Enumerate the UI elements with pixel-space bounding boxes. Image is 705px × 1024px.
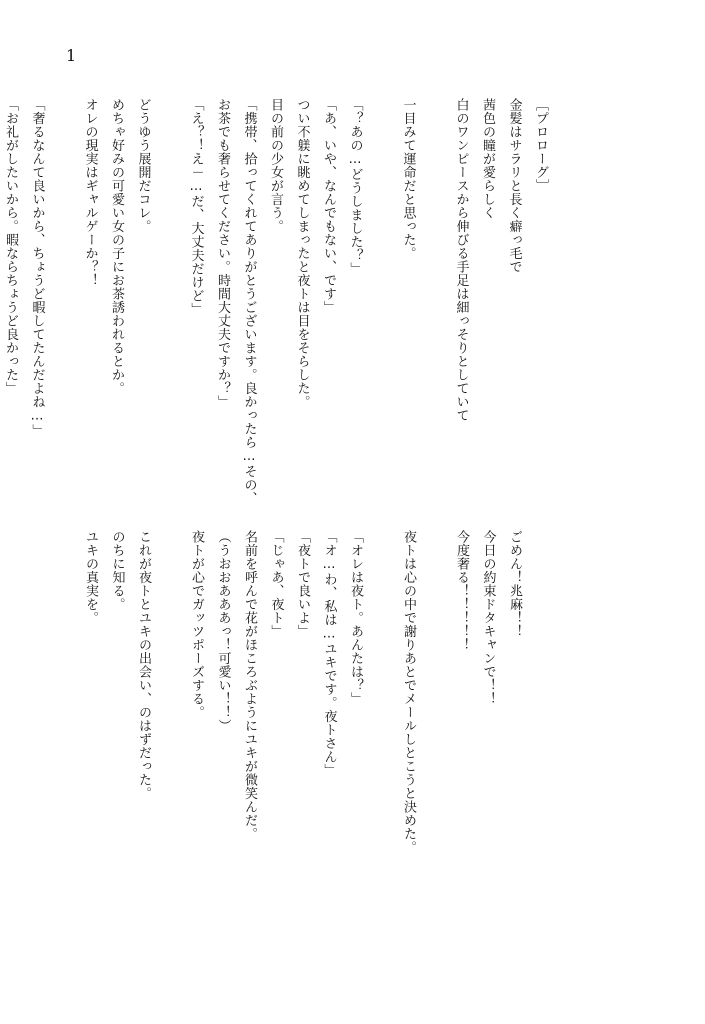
text-line: 「？あの…どうしました？」	[347, 98, 363, 276]
text-line: オレの現実はギャルゲーか？！	[82, 98, 98, 287]
blank-line	[156, 530, 183, 860]
text-line: 「お礼がしたいから。暇ならちょうど良かった」	[3, 98, 18, 395]
text-line: 茜色の瞳が愛らしく	[480, 98, 495, 220]
text-line: どうゆう展開だコレ。	[135, 98, 151, 233]
text-line: 今度奢る！！！！！	[454, 530, 469, 652]
text-line: めちゃ好みの可愛い女の子にお茶誘われるとか。	[109, 98, 124, 395]
text-line: ［プロローグ］	[533, 98, 548, 193]
text-line: ごめん！兆麻！！	[507, 530, 522, 638]
blank-line	[421, 98, 448, 518]
text-line: 名前を呼んで花がほころぶようにユキが微笑んだ。	[242, 530, 257, 841]
text-block-top	[0, 98, 553, 518]
text-line: お茶でも奢らせてください。時間大丈夫ですか？」	[215, 98, 230, 409]
text-line: 「あ、いや、なんでもない、です」	[321, 98, 336, 314]
text-line: 夜トは心の中で謝りあとでメールしとこうと決めた。	[401, 530, 416, 854]
page-number: 1	[66, 46, 77, 65]
text-line: 一目みて運命だと思った。	[400, 98, 416, 260]
text-line: 「え？！え－…だ、大丈夫だけど」	[188, 98, 204, 316]
text-line: 「夜トで良いよ」	[295, 530, 310, 638]
text-line: 夜トが心でガッツポーズする。	[189, 530, 204, 719]
blank-line	[50, 98, 77, 518]
text-block-bottom	[77, 530, 528, 860]
text-line: 「オ…わ、私は…ユキです。夜トさん」	[321, 530, 337, 777]
text-line: （うおおあああっ！可愛い！！）	[215, 530, 231, 733]
blank-line	[368, 98, 395, 518]
text-line: 「オレは夜ト。あんたは？」	[348, 530, 363, 706]
text-line: これが夜トとユキの出会い、のはずだった。	[136, 530, 151, 800]
text-line: ユキの真実を。	[83, 530, 98, 625]
text-line: 白のワンピースから伸びる手足は細っそりとしていて	[453, 98, 469, 422]
text-line: 「じゃあ、夜ト」	[268, 530, 284, 638]
text-line: 「携帯、拾ってくれてありがとうございます。良かったら…その、	[241, 98, 257, 505]
text-line: つい不躾に眺めてしまったと夜トは目をそらした。	[294, 98, 310, 409]
blank-line	[421, 530, 448, 860]
text-line: 「奢るなんて良いから、ちょうど暇してたんだよね…」	[29, 98, 45, 438]
blank-line	[156, 98, 183, 518]
blank-line	[368, 530, 395, 860]
text-line: 金髪はサラリと長く癖っ毛で	[506, 98, 522, 274]
text-line: のちに知る。	[109, 530, 125, 611]
text-line: 今日の約束ドタキャンで！！	[480, 530, 496, 706]
text-line: 目の前の少女が言う。	[268, 98, 283, 233]
